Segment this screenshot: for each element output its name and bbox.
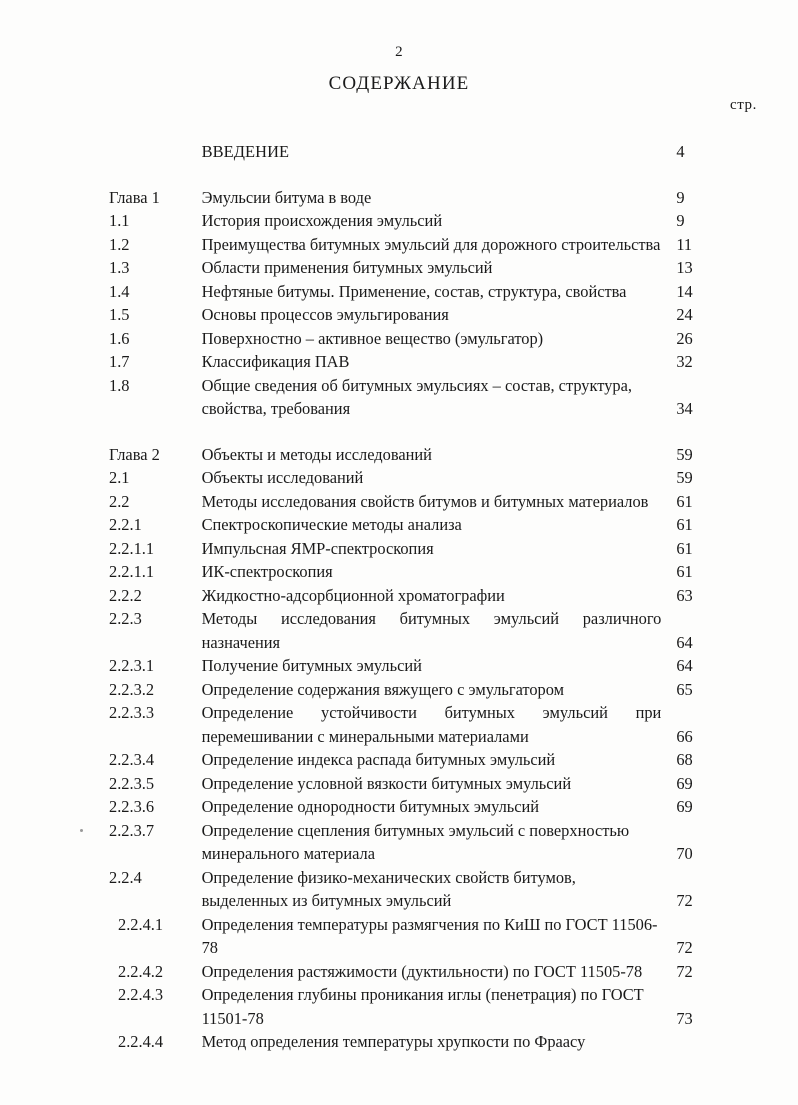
toc-entry-title[interactable]: Эмульсии битума в воде — [201, 187, 372, 207]
toc-entry-page: 61 — [676, 538, 693, 558]
toc-row[interactable] — [109, 513, 719, 537]
toc-row[interactable] — [109, 795, 719, 819]
toc-row[interactable] — [109, 654, 719, 678]
toc-entry-title[interactable]: ВВЕДЕНИЕ — [201, 142, 290, 161]
toc-entry-page: 13 — [676, 258, 693, 277]
page-title: СОДЕРЖАНИЕ — [328, 73, 470, 94]
toc-entry-title[interactable]: Получение битумных эмульсий — [201, 656, 422, 675]
toc-entry-title[interactable]: Определение устойчивости битумных эмульсий при перемешивании с минеральными материалами — [201, 703, 662, 746]
toc-entry-number: 2.2.4 — [109, 867, 142, 887]
toc-entry-title[interactable]: Области применения битумных эмульсий — [201, 258, 493, 277]
toc-row-introduction[interactable] — [109, 140, 719, 186]
toc-entry-title[interactable]: Определения глубины проникания иглы (пенетрация) по ГОСТ 11501-78 — [201, 985, 644, 1028]
toc-row[interactable] — [109, 327, 719, 351]
toc-row[interactable] — [109, 303, 719, 327]
toc-body — [109, 140, 719, 1054]
toc-entry-title[interactable]: Определение содержания вяжущего с эмульгатором — [201, 679, 565, 699]
toc-entry-number: 1.4 — [109, 281, 130, 301]
toc-entry-number: 1.2 — [109, 234, 130, 254]
toc-row[interactable] — [109, 466, 719, 490]
toc-entry-page: 72 — [676, 938, 693, 957]
toc-entry-number: 1.6 — [109, 328, 130, 348]
toc-entry-title[interactable]: ИК-спектроскопия — [201, 562, 333, 581]
toc-entry-page: 69 — [676, 773, 693, 793]
toc-entry-title[interactable]: Классификация ПАВ — [201, 352, 350, 371]
toc-row[interactable] — [109, 866, 719, 913]
toc-entry-page: 14 — [676, 281, 693, 301]
toc-entry-number: Глава 2 — [109, 444, 160, 464]
toc-entry-page: 26 — [676, 328, 693, 348]
toc-row[interactable] — [109, 772, 719, 796]
toc-entry-title[interactable]: Объекты исследований — [201, 468, 364, 487]
toc-entry-page: 64 — [676, 656, 693, 675]
toc-entry-page: 70 — [676, 844, 693, 863]
toc-row[interactable] — [109, 421, 719, 467]
toc-entry-number: 2.2.1.1 — [109, 562, 155, 581]
toc-entry-title[interactable]: Основы процессов эмульгирования — [201, 305, 449, 324]
toc-entry-page: 32 — [676, 352, 693, 371]
toc-entry-page: 72 — [676, 891, 693, 910]
toc-row[interactable] — [109, 560, 719, 584]
toc-entry-number: 2.2.3.3 — [109, 703, 155, 722]
toc-entry-number — [109, 140, 202, 186]
toc-entry-page: 9 — [676, 187, 685, 207]
toc-entry-title[interactable]: Преимущества битумных эмульсий для дорожного строительства — [201, 234, 661, 254]
toc-entry-page — [671, 1030, 719, 1054]
toc-entry-page: 24 — [676, 305, 693, 324]
toc-entry-number: 2.2.3.7 — [109, 820, 155, 840]
toc-entry-number: 2.2.2 — [109, 585, 142, 605]
toc-entry-number: 2.2.3.2 — [109, 679, 155, 699]
toc-entry-number: 1.3 — [109, 258, 130, 277]
toc-entry-page: 68 — [676, 750, 693, 769]
toc-row[interactable] — [109, 678, 719, 702]
toc-row[interactable] — [109, 537, 719, 561]
toc-row[interactable] — [109, 913, 719, 960]
toc-entry-number: 2.2.3 — [109, 609, 142, 628]
toc-row[interactable] — [109, 1030, 719, 1054]
toc-entry-number: 2.2.4.3 — [118, 985, 164, 1004]
toc-entry-page: 4 — [676, 142, 685, 161]
toc-entry-number: 1.7 — [109, 352, 130, 371]
toc-entry-number: Глава 1 — [109, 187, 160, 207]
toc-entry-page: 73 — [676, 1008, 693, 1028]
toc-entry-number: 2.2.1 — [109, 515, 142, 534]
toc-entry-page: 59 — [676, 444, 693, 464]
toc-row[interactable] — [109, 748, 719, 772]
toc-entry-page: 66 — [676, 726, 693, 746]
toc-row[interactable] — [109, 280, 719, 304]
toc-entry-title[interactable]: Импульсная ЯМР-спектроскопия — [201, 538, 434, 558]
page-folio-number: 2 — [395, 44, 403, 60]
toc-entry-title[interactable]: Жидкостно-адсорбционной хроматографии — [201, 585, 505, 605]
toc-entry-page: 11 — [676, 234, 693, 254]
toc-entry-page: 69 — [676, 797, 693, 816]
toc-entry-title[interactable]: Нефтяные битумы. Применение, состав, структура, свойства — [201, 281, 627, 301]
toc-entry-title[interactable]: Определения температуры размягчения по КиШ по ГОСТ 11506-78 — [201, 914, 658, 957]
toc-row[interactable] — [109, 960, 719, 984]
toc-entry-page: 61 — [676, 515, 693, 534]
toc-entry-number: 2.2.3.5 — [109, 773, 155, 793]
toc-entry-number: 2.2 — [109, 491, 130, 511]
toc-entry-page: 9 — [676, 211, 685, 230]
toc-entry-title[interactable]: Определение сцепления битумных эмульсий с поверхностью минерального материала — [201, 820, 630, 863]
toc-entry-page: 34 — [676, 399, 693, 418]
toc-row[interactable] — [109, 374, 719, 421]
toc-entry-number: 2.1 — [109, 468, 130, 487]
toc-entry-number: 2.2.4.2 — [118, 961, 164, 981]
toc-entry-page: 61 — [676, 491, 693, 511]
toc-entry-title[interactable]: Определение условной вязкости битумных эмульсий — [201, 773, 572, 793]
toc-row[interactable] — [109, 350, 719, 374]
toc-entry-page: 63 — [676, 585, 693, 605]
toc-entry-page: 64 — [676, 632, 693, 652]
toc-entry-page: 59 — [676, 468, 693, 487]
page-column-header: стр. — [729, 97, 757, 113]
table-of-contents — [109, 140, 719, 1054]
toc-row[interactable] — [109, 983, 719, 1030]
toc-entry-number: 2.2.3.1 — [109, 656, 155, 675]
toc-entry-title[interactable]: Определение физико-механических свойств битумов, выделенных из битумных эмульсий — [201, 867, 576, 910]
toc-entry-number: 2.2.1.1 — [109, 538, 155, 558]
toc-row[interactable] — [109, 819, 719, 866]
toc-entry-title[interactable]: Общие сведения об битумных эмульсиях – состав, структура, свойства, требования — [201, 375, 632, 418]
toc-entry-number: 2.2.4.1 — [118, 914, 164, 934]
toc-entry-number: 2.2.4.4 — [118, 1032, 164, 1051]
toc-entry-title[interactable]: Определения растяжимости (дуктильности) по ГОСТ 11505-78 — [201, 961, 643, 981]
toc-row[interactable] — [109, 233, 719, 257]
toc-row[interactable] — [109, 186, 719, 210]
toc-entry-title[interactable]: Методы исследования свойств битумов и битумных материалов — [201, 491, 649, 511]
toc-entry-title[interactable]: Методы исследования битумных эмульсий различного назначения — [201, 609, 662, 652]
toc-row[interactable] — [109, 584, 719, 608]
toc-entry-title[interactable]: Метод определения температуры хрупкости по Фраасу — [201, 1032, 586, 1051]
toc-entry-title[interactable]: Поверхностно – активное вещество (эмульгатор) — [201, 328, 544, 348]
toc-row[interactable] — [109, 490, 719, 514]
toc-entry-page: 65 — [676, 679, 693, 699]
toc-row[interactable] — [109, 607, 719, 654]
toc-entry-title[interactable]: Спектроскопические методы анализа — [201, 515, 462, 534]
toc-row[interactable] — [109, 701, 719, 748]
toc-row[interactable] — [109, 209, 719, 233]
toc-entry-number: 1.8 — [109, 375, 130, 395]
toc-entry-number: 1.5 — [109, 305, 130, 324]
scan-speck — [80, 829, 83, 832]
toc-row[interactable] — [109, 256, 719, 280]
toc-entry-title[interactable]: Объекты и методы исследований — [201, 444, 432, 464]
toc-entry-number: 2.2.3.6 — [109, 797, 155, 816]
toc-entry-title[interactable]: Определение однородности битумных эмульсий — [201, 797, 540, 816]
toc-entry-title[interactable]: Определение индекса распада битумных эмульсий — [201, 750, 556, 769]
toc-entry-page: 61 — [676, 562, 693, 581]
toc-entry-number: 1.1 — [109, 211, 130, 230]
toc-entry-page: 72 — [676, 961, 693, 981]
toc-entry-number: 2.2.3.4 — [109, 750, 155, 769]
toc-entry-title[interactable]: История происхождения эмульсий — [201, 211, 443, 230]
